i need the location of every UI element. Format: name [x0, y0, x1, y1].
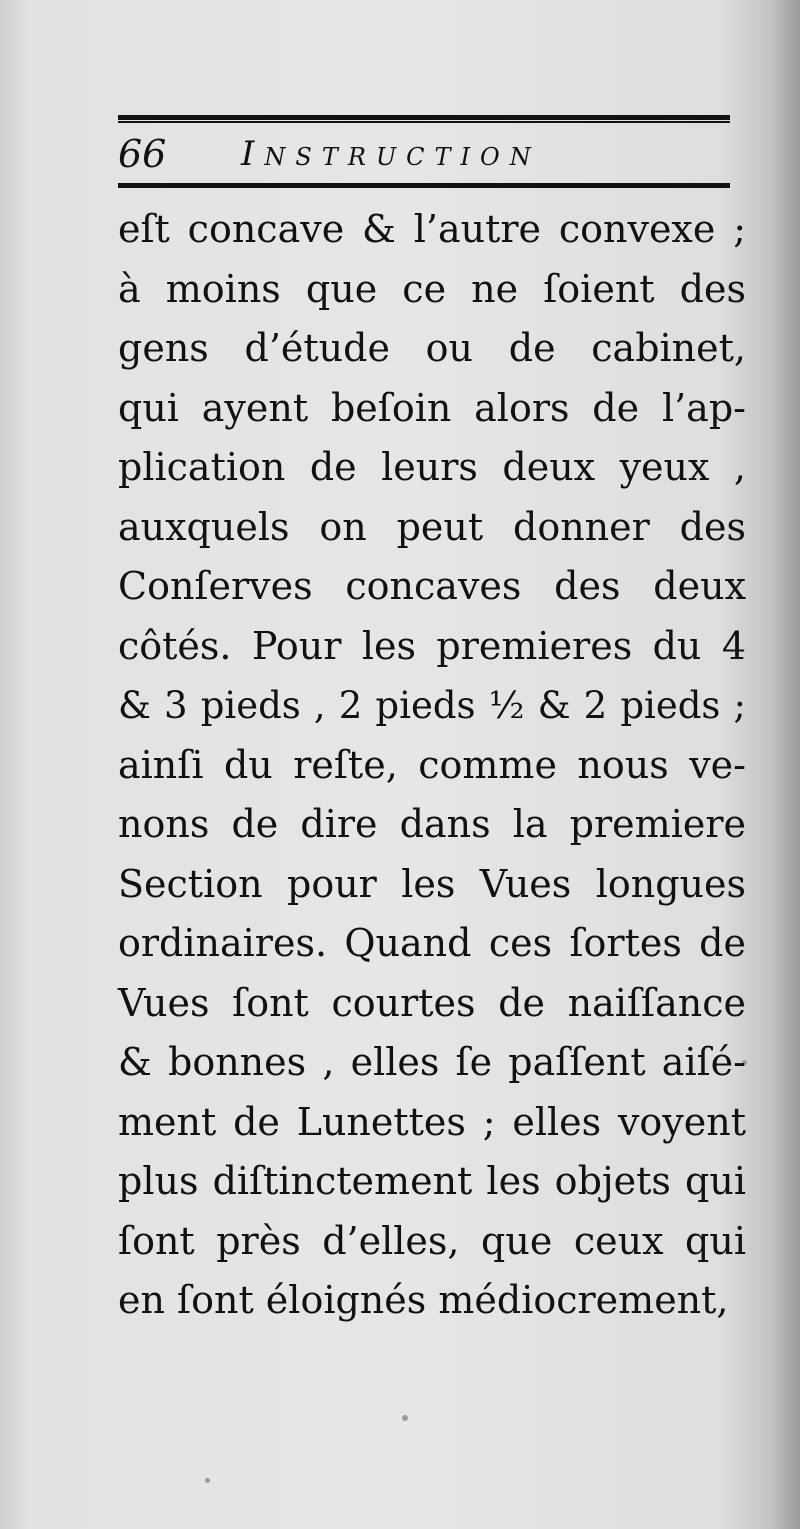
text-line: & bonnes , elles ſe paſſent aiſé- — [118, 1040, 746, 1084]
text-line: Section pour les Vues longues — [118, 861, 746, 906]
text-line: à moins que ce ne ſoient des — [118, 266, 746, 311]
text-line: qui ayent beſoin alors de l’ap- — [118, 385, 746, 430]
header-rule-top-thin — [118, 121, 730, 123]
text-line: Vues ſont courtes de naiſſance — [118, 980, 746, 1025]
header-rule-bottom — [118, 183, 730, 188]
text-line: en ſont éloignés médiocrement, — [118, 1278, 729, 1322]
text-line: Conſerves concaves des deux — [118, 564, 746, 608]
body-text — [118, 200, 746, 1331]
header-rule-top — [118, 115, 730, 120]
paper-speck — [402, 1415, 408, 1421]
text-line: eſt concave & l’autre convexe ; — [118, 207, 746, 251]
text-line: nons de dire dans la premiere — [118, 802, 746, 846]
text-line: auxquels on peut donner des — [118, 504, 746, 549]
paper-speck — [205, 1478, 210, 1483]
text-line: plication de leurs deux yeux , — [118, 445, 746, 489]
text-line: gens d’étude ou de cabinet, — [118, 326, 746, 370]
text-line: côtés. Pour les premieres du 4 — [118, 623, 746, 668]
running-head — [118, 126, 730, 182]
text-line: ſont près d’elles, que ceux qui — [118, 1218, 746, 1263]
text-line: ment de Lunettes ; elles voyent — [118, 1099, 746, 1144]
text-line: ordinaires. Quand ces ſortes de — [118, 921, 746, 965]
text-line: & 3 pieds , 2 pieds ½ & 2 pieds ; — [118, 684, 746, 727]
text-line: plus diſtinctement les objets qui — [118, 1159, 746, 1203]
text-line: ainſi du reſte, comme nous ve- — [118, 742, 746, 787]
running-title: Instruction — [241, 134, 541, 174]
page-number: 66 — [118, 132, 167, 176]
